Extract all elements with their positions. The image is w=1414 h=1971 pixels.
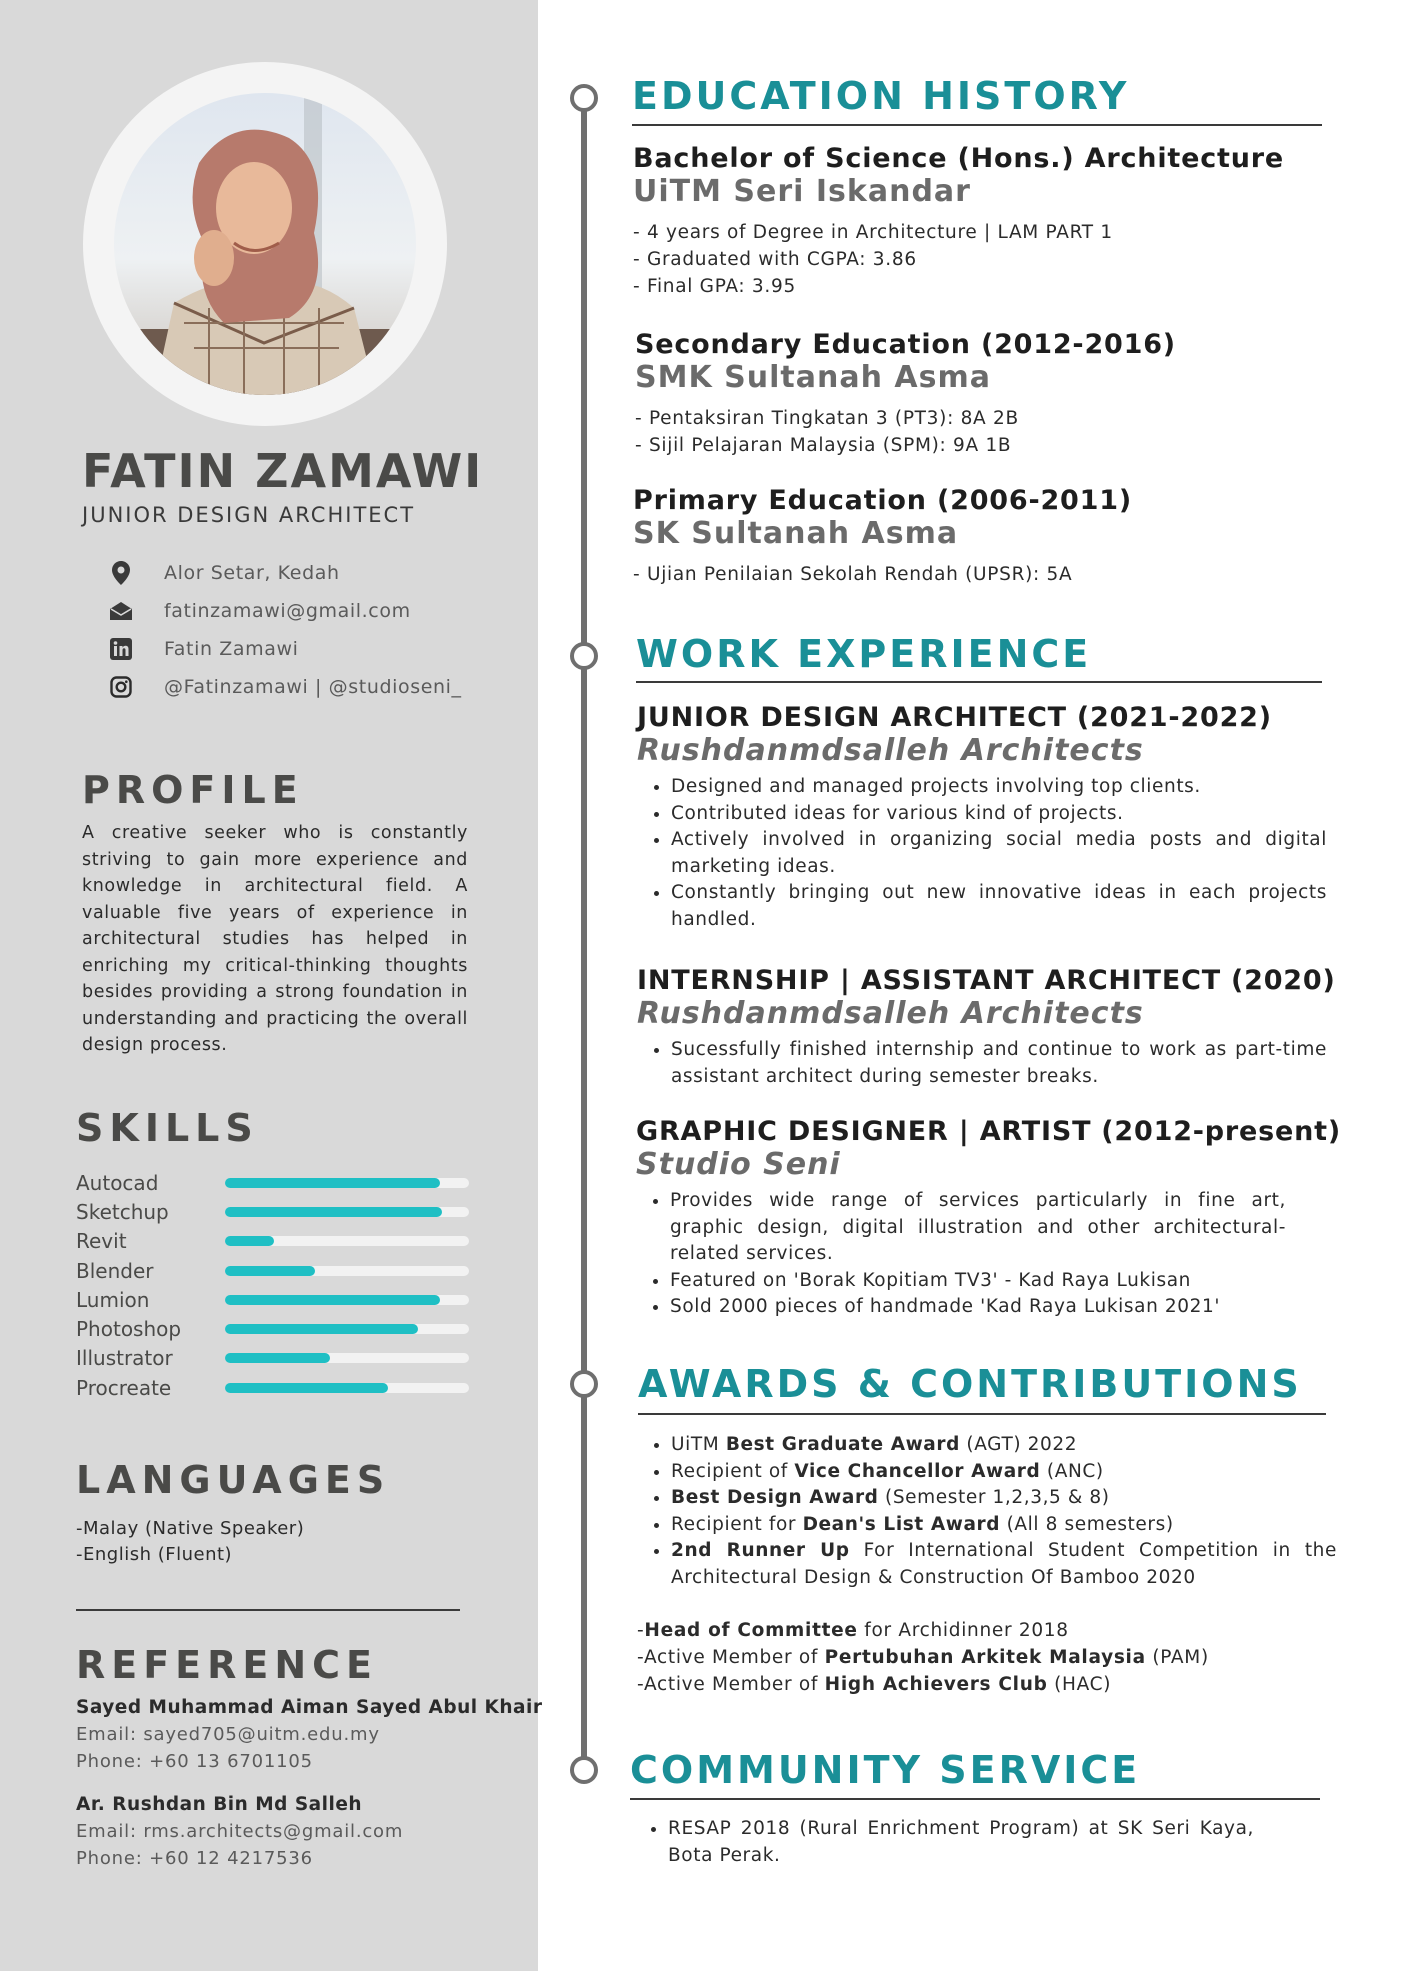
contact-text: @Fatinzamawi | @studioseni_ [164,676,462,698]
work-company: Rushdanmdsalleh Architects [637,996,1144,1031]
work-bullet: • Contributed ideas for various kind of projects. [671,801,1327,828]
work-heading: WORK EXPERIENCE [636,632,1092,676]
reference-phone: Phone: +60 12 4217536 [76,1848,313,1869]
reference-phone: Phone: +60 13 6701105 [76,1751,313,1772]
language-item: -English (Fluent) [76,1544,233,1565]
timeline-node [570,1756,598,1784]
candidate-name: FATIN ZAMAWI [82,444,484,498]
contributions-list [637,1617,1337,1698]
location-pin-icon [106,558,136,588]
profile-text: A creative seeker who is constantly striving to gain more experience and knowledge in architectural field. A valuable five years of experience in architectural studies has helped in enriching my critical-thinking thoughts besides providing a strong foundation in understanding and practicing the overall design process. [82,823,468,1055]
work-title: INTERNSHIP | ASSISTANT ARCHITECT [637,965,1221,996]
plain-text: -Active Member of [637,1674,825,1695]
reference-email[interactable]: Email: rms.architects@gmail.com [76,1821,404,1842]
contact-text: Alor Setar, Kedah [164,562,340,584]
plain-text: -Active Member of [637,1647,825,1668]
language-item: -Malay (Native Speaker) [76,1518,305,1539]
award-bullet [671,1459,1337,1486]
community-list [634,1816,1254,1869]
reference-heading: REFERENCE [76,1643,379,1687]
skill-bar-track [225,1324,469,1334]
timeline-node [570,1370,598,1398]
emphasis-text: Head of Committee [644,1620,858,1641]
emphasis-text: 2nd Runner Up [671,1540,850,1561]
skill-label: Autocad [76,1170,159,1195]
plain-text: for Archidinner 2018 [857,1620,1069,1641]
contact-text: Fatin Zamawi [164,638,299,660]
skill-row [76,1227,471,1256]
skill-label: Blender [76,1258,154,1283]
awards-block [637,1432,1337,1698]
skill-row [76,1285,471,1314]
education-entry [633,485,1132,588]
skill-bar-track [225,1178,469,1188]
plain-text: Recipient of [671,1460,795,1482]
sidebar-divider [76,1609,460,1611]
work-bullets [636,1188,1286,1321]
work-bullets [637,774,1327,933]
instagram-icon [106,672,136,702]
skill-label: Sketchup [76,1199,169,1224]
contact-instagram[interactable] [106,668,462,706]
education-detail: - 4 years of Degree in Architecture | LAM PART 1 [633,222,1113,243]
skill-bar-fill [225,1295,440,1305]
profile-photo-frame [83,62,447,426]
skill-bar-track [225,1236,469,1246]
contact-location [106,554,462,592]
emphasis-text: Best Graduate Award [725,1434,960,1455]
work-title: JUNIOR DESIGN ARCHITECT [637,702,1067,733]
linkedin-icon [106,634,136,664]
skill-bar-fill [225,1207,442,1217]
skill-bar-fill [225,1383,388,1393]
work-company: Rushdanmdsalleh Architects [637,733,1144,768]
skill-row [76,1344,471,1373]
work-years: (2020) [1230,965,1336,996]
contact-email[interactable] [106,592,462,630]
awards-list [637,1432,1337,1591]
emphasis-text: Dean's List Award [802,1513,1001,1535]
education-title: Primary Education (2006-2011) [633,485,1132,516]
community-block [634,1816,1254,1869]
plain-text: (AGT) 2022 [959,1434,1078,1455]
skills-heading: SKILLS [76,1106,259,1150]
education-detail: - Sijil Pelajaran Malaysia (SPM): 9A 1B [635,435,1012,456]
community-bullet: • RESAP 2018 (Rural Enrichment Program) at SK Seri Kaya, Bota Perak. [668,1816,1254,1869]
skill-bar-fill [225,1266,315,1276]
reference-item [76,1694,543,1775]
section-divider [632,124,1322,126]
work-entry [636,1116,1341,1321]
reference-name: Sayed Muhammad Aiman Sayed Abul Khair [76,1697,543,1718]
skill-bar-track [225,1383,469,1393]
reference-list [76,1694,543,1888]
contribution-line [637,1671,1337,1698]
plain-text: (ANC) [1040,1460,1104,1482]
profile-heading: PROFILE [82,768,304,812]
skill-bar-fill [225,1353,330,1363]
contact-text: fatinzamawi@gmail.com [164,600,411,622]
education-detail: - Final GPA: 3.95 [633,276,796,297]
work-bullet: • Designed and managed projects involving top clients. [671,774,1327,801]
emphasis-text: Best Design Award [671,1487,879,1508]
work-bullet: • Sold 2000 pieces of handmade 'Kad Raya Lukisan 2021' [670,1294,1286,1321]
reference-email[interactable]: Email: sayed705@uitm.edu.my [76,1724,380,1745]
education-heading: EDUCATION HISTORY [632,74,1130,118]
work-entry [637,702,1327,933]
skill-bar-fill [225,1236,274,1246]
work-years: (2012-present) [1101,1116,1341,1147]
plain-text: - [637,1620,645,1641]
skill-row [76,1314,471,1343]
education-detail: - Ujian Penilaian Sekolah Rendah (UPSR): 5A [633,564,1073,585]
timeline-line [581,98,587,1770]
plain-text: UiTM [671,1434,726,1455]
skills-list [76,1168,471,1402]
skill-label: Photoshop [76,1317,182,1342]
education-entry [633,143,1284,300]
work-bullet: • Sucessfully finished internship and continue to work as part-time assistant architect during semester breaks. [671,1037,1327,1090]
work-bullet: • Actively involved in organizing social media posts and digital marketing ideas. [671,827,1327,880]
skill-bar-track [225,1207,469,1217]
award-bullet [671,1538,1337,1591]
skill-row [76,1256,471,1285]
timeline-node [570,642,598,670]
contact-linkedin[interactable] [106,630,462,668]
contact-list [106,554,462,706]
education-detail: - Graduated with CGPA: 3.86 [633,249,917,270]
skill-bar-fill [225,1178,440,1188]
skill-row [76,1168,471,1197]
award-bullet [671,1512,1337,1539]
plain-text: (All 8 semesters) [1000,1513,1174,1535]
contribution-line [637,1617,1337,1644]
contribution-line [637,1644,1337,1671]
plain-text: Recipient for [671,1513,803,1535]
emphasis-text: Pertubuhan Arkitek Malaysia [824,1647,1146,1668]
skill-bar-track [225,1353,469,1363]
community-heading: COMMUNITY SERVICE [630,1748,1141,1792]
plain-text: For International Student Competition in the Architectural Design & Construction Of Bamboo 2020 [671,1540,1337,1588]
envelope-icon [106,596,136,626]
education-title: Bachelor of Science (Hons.) Architecture [633,143,1284,174]
skill-row [76,1197,471,1226]
education-entry [635,329,1176,459]
candidate-role: JUNIOR DESIGN ARCHITECT [82,503,416,527]
work-bullet: • Constantly bringing out new innovative ideas in each projects handled. [671,880,1327,933]
reference-name: Ar. Rushdan Bin Md Salleh [76,1794,363,1815]
skill-bar-fill [225,1324,418,1334]
section-divider [638,1413,1326,1415]
work-title: GRAPHIC DESIGNER | ARTIST [636,1116,1092,1147]
section-divider [636,681,1322,683]
award-bullet [671,1485,1337,1512]
work-bullet: • Provides wide range of services particularly in fine art, graphic design, digital illustration and other architectural-related services. [670,1188,1286,1268]
work-years: (2021-2022) [1076,702,1272,733]
work-bullets [637,1037,1327,1090]
reference-item [76,1791,516,1872]
section-divider [630,1798,1320,1800]
skill-label: Procreate [76,1375,172,1400]
plain-text: (Semester 1,2,3,5 & 8) [878,1487,1110,1508]
skill-label: Revit [76,1229,127,1254]
work-company: Studio Seni [636,1147,841,1182]
education-school: SMK Sultanah Asma [635,360,991,395]
plain-text: (PAM) [1145,1647,1209,1668]
education-title: Secondary Education (2012-2016) [635,329,1176,360]
work-entry [637,965,1336,1090]
award-bullet [671,1432,1337,1459]
skill-label: Lumion [76,1287,150,1312]
education-school: UiTM Seri Iskandar [633,174,971,209]
education-detail: - Pentaksiran Tingkatan 3 (PT3): 8A 2B [635,408,1019,429]
profile-photo [114,93,416,395]
emphasis-text: High Achievers Club [824,1674,1048,1695]
education-school: SK Sultanah Asma [633,516,959,551]
sidebar [0,0,543,1971]
work-bullet: • Featured on 'Borak Kopitiam TV3' - Kad Raya Lukisan [670,1268,1286,1295]
timeline-node [570,84,598,112]
plain-text: (HAC) [1047,1674,1112,1695]
skill-bar-track [225,1266,469,1276]
emphasis-text: Vice Chancellor Award [794,1460,1041,1482]
skill-row [76,1373,471,1402]
languages-heading: LANGUAGES [76,1458,391,1502]
skill-label: Illustrator [76,1346,173,1371]
skill-bar-track [225,1295,469,1305]
languages-list [76,1516,304,1568]
awards-heading: AWARDS & CONTRIBUTIONS [638,1362,1302,1406]
